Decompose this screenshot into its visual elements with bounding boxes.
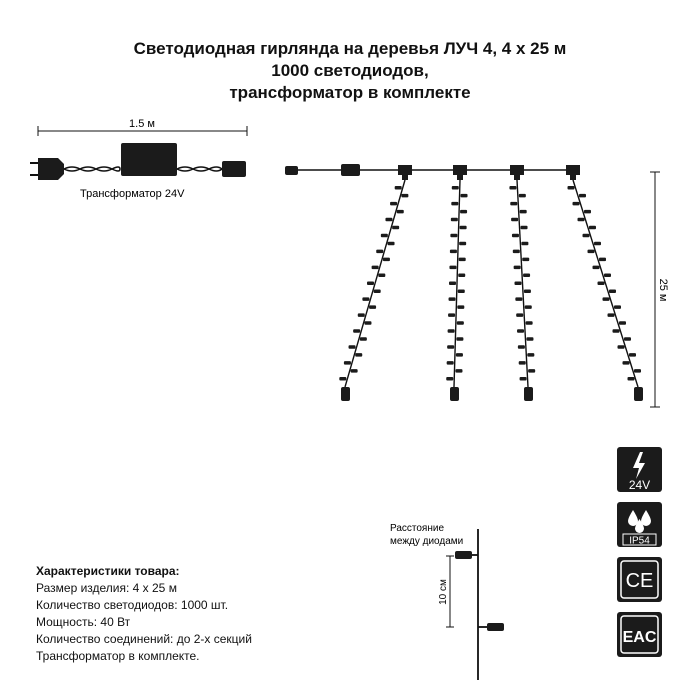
spacing-distance-label: 10 см: [438, 579, 449, 605]
strand-tee-connector: [566, 165, 580, 180]
led-diode: [392, 226, 399, 230]
inline-controller-box: [341, 164, 360, 176]
led-diode: [509, 186, 516, 190]
strand-wire: [345, 180, 405, 387]
spacing-caption-line-1: Расстояние: [390, 523, 445, 534]
diode-bottom: [487, 623, 504, 631]
title-line-1: Светодиодная гирлянда на деревья ЛУЧ 4, 4 х 25 м: [133, 39, 567, 58]
led-diode: [395, 186, 402, 190]
led-diode: [447, 361, 454, 365]
led-diode: [383, 258, 390, 262]
voltage-badge: [617, 447, 662, 492]
led-diode: [526, 321, 533, 325]
strand-wire: [573, 180, 638, 387]
ce-mark: CE: [625, 570, 654, 592]
led-diode: [390, 202, 397, 206]
garland-strands: [285, 164, 669, 407]
led-diode: [364, 321, 371, 325]
led-diode: [515, 282, 522, 286]
eac-mark: EAC: [622, 629, 657, 646]
led-diode: [369, 305, 376, 309]
led-diode: [349, 345, 356, 349]
led-diode: [609, 289, 616, 293]
led-diode: [367, 282, 374, 286]
strand-length-label: 25 м: [657, 278, 669, 302]
led-diode: [515, 297, 522, 301]
led-diode: [518, 345, 525, 349]
strand-tee-connector: [453, 165, 467, 180]
led-diode: [358, 313, 365, 317]
spacing-caption-line-2: между диодами: [390, 536, 464, 547]
water-drops-icon: [628, 510, 651, 533]
led-diode: [460, 210, 467, 214]
led-diode: [618, 345, 625, 349]
led-diode: [449, 266, 456, 270]
strand-tee-connector: [510, 165, 524, 180]
led-diode: [401, 194, 408, 198]
spec-line: Трансформатор в комплекте.: [36, 649, 200, 663]
led-diode: [372, 266, 379, 270]
led-diode: [521, 242, 528, 246]
led-diode: [511, 218, 518, 222]
strand-end-connector: [341, 387, 350, 401]
led-diode: [448, 313, 455, 317]
led-diode: [374, 289, 381, 293]
led-diode: [608, 313, 615, 317]
ce-badge: [617, 557, 662, 602]
diode-top: [455, 551, 472, 559]
led-diode: [526, 337, 533, 341]
led-diode: [378, 274, 385, 278]
led-diode: [568, 186, 575, 190]
led-diode: [461, 194, 468, 198]
led-diode: [520, 210, 527, 214]
spec-line: Количество светодиодов: 1000 шт.: [36, 598, 229, 612]
led-diode: [593, 266, 600, 270]
led-diode: [589, 226, 596, 230]
led-diode: [458, 289, 465, 293]
led-diode: [523, 274, 530, 278]
led-diode: [449, 282, 456, 286]
transformer-length-label: 1.5 м: [129, 118, 155, 130]
led-diode: [450, 234, 457, 238]
title-line-3: трансформатор в комплекте: [229, 83, 471, 102]
led-diode: [458, 274, 465, 278]
led-diode: [449, 297, 456, 301]
eac-badge: [617, 612, 662, 657]
led-diode: [584, 210, 591, 214]
ip-label: IP54: [629, 535, 650, 547]
led-diode: [623, 361, 630, 365]
led-diode: [457, 305, 464, 309]
led-diode: [448, 329, 455, 333]
diode-spacing-detail: [390, 523, 504, 680]
led-diode: [528, 369, 535, 373]
led-diode: [362, 297, 369, 301]
led-diode: [360, 337, 367, 341]
led-diode: [599, 258, 606, 262]
led-diode: [613, 329, 620, 333]
led-diode: [447, 345, 454, 349]
led-diode: [455, 369, 462, 373]
led-diode: [513, 250, 520, 254]
ip-badge: [617, 502, 662, 547]
led-diode: [388, 242, 395, 246]
led-diode: [344, 361, 351, 365]
led-diode: [579, 194, 586, 198]
led-diode: [514, 266, 521, 270]
transformer-caption: Трансформатор 24V: [80, 188, 185, 200]
led-diode: [516, 313, 523, 317]
led-diode: [385, 218, 392, 222]
led-diode: [457, 321, 464, 325]
strand-end-connector: [524, 387, 533, 401]
strand-tee-connector: [398, 165, 412, 180]
led-diode: [634, 369, 641, 373]
led-diode: [598, 282, 605, 286]
led-diode: [588, 250, 595, 254]
led-diode: [519, 361, 526, 365]
spec-line: Размер изделия: 4 х 25 м: [36, 581, 177, 595]
led-diode: [460, 226, 467, 230]
led-diode: [619, 321, 626, 325]
led-diode: [519, 194, 526, 198]
led-diode: [451, 202, 458, 206]
led-diode: [521, 226, 528, 230]
led-diode: [594, 242, 601, 246]
transformer-box: [121, 143, 177, 176]
transformer-output-connector: [222, 161, 246, 177]
led-diode: [624, 337, 631, 341]
led-diode: [510, 202, 517, 206]
led-diode: [376, 250, 383, 254]
led-diode: [614, 305, 621, 309]
strand-end-connector: [450, 387, 459, 401]
led-diode: [381, 234, 388, 238]
power-plug-icon: [38, 158, 64, 180]
led-diode: [353, 329, 360, 333]
led-diode: [524, 289, 531, 293]
led-diode: [525, 305, 532, 309]
led-diode: [628, 377, 635, 381]
led-diode: [578, 218, 585, 222]
specs-heading: Характеристики товара:: [36, 564, 180, 578]
led-diode: [459, 258, 466, 262]
spec-line: Количество соединений: до 2-х секций: [36, 632, 252, 646]
led-diode: [583, 234, 590, 238]
title-line-2: 1000 светодиодов,: [271, 61, 429, 80]
led-diode: [459, 242, 466, 246]
led-diode: [451, 218, 458, 222]
led-diode: [397, 210, 404, 214]
led-diode: [603, 297, 610, 301]
led-diode: [604, 274, 611, 278]
led-diode: [446, 377, 453, 381]
led-diode: [517, 329, 524, 333]
lightning-icon: [633, 452, 645, 479]
led-diode: [355, 353, 362, 357]
led-diode: [629, 353, 636, 357]
led-diode: [450, 250, 457, 254]
led-diode: [522, 258, 529, 262]
voltage-label: 24V: [628, 478, 651, 492]
garland-input-connector: [285, 166, 298, 175]
led-diode: [573, 202, 580, 206]
led-diode: [520, 377, 527, 381]
led-diode: [339, 377, 346, 381]
led-diode: [452, 186, 459, 190]
led-diode: [456, 337, 463, 341]
led-diode: [512, 234, 519, 238]
strand-end-connector: [634, 387, 643, 401]
spec-line: Мощность: 40 Вт: [36, 615, 131, 629]
led-diode: [456, 353, 463, 357]
led-diode: [351, 369, 358, 373]
product-specs: [36, 563, 252, 665]
led-diode: [527, 353, 534, 357]
transformer-assembly: [30, 118, 247, 200]
